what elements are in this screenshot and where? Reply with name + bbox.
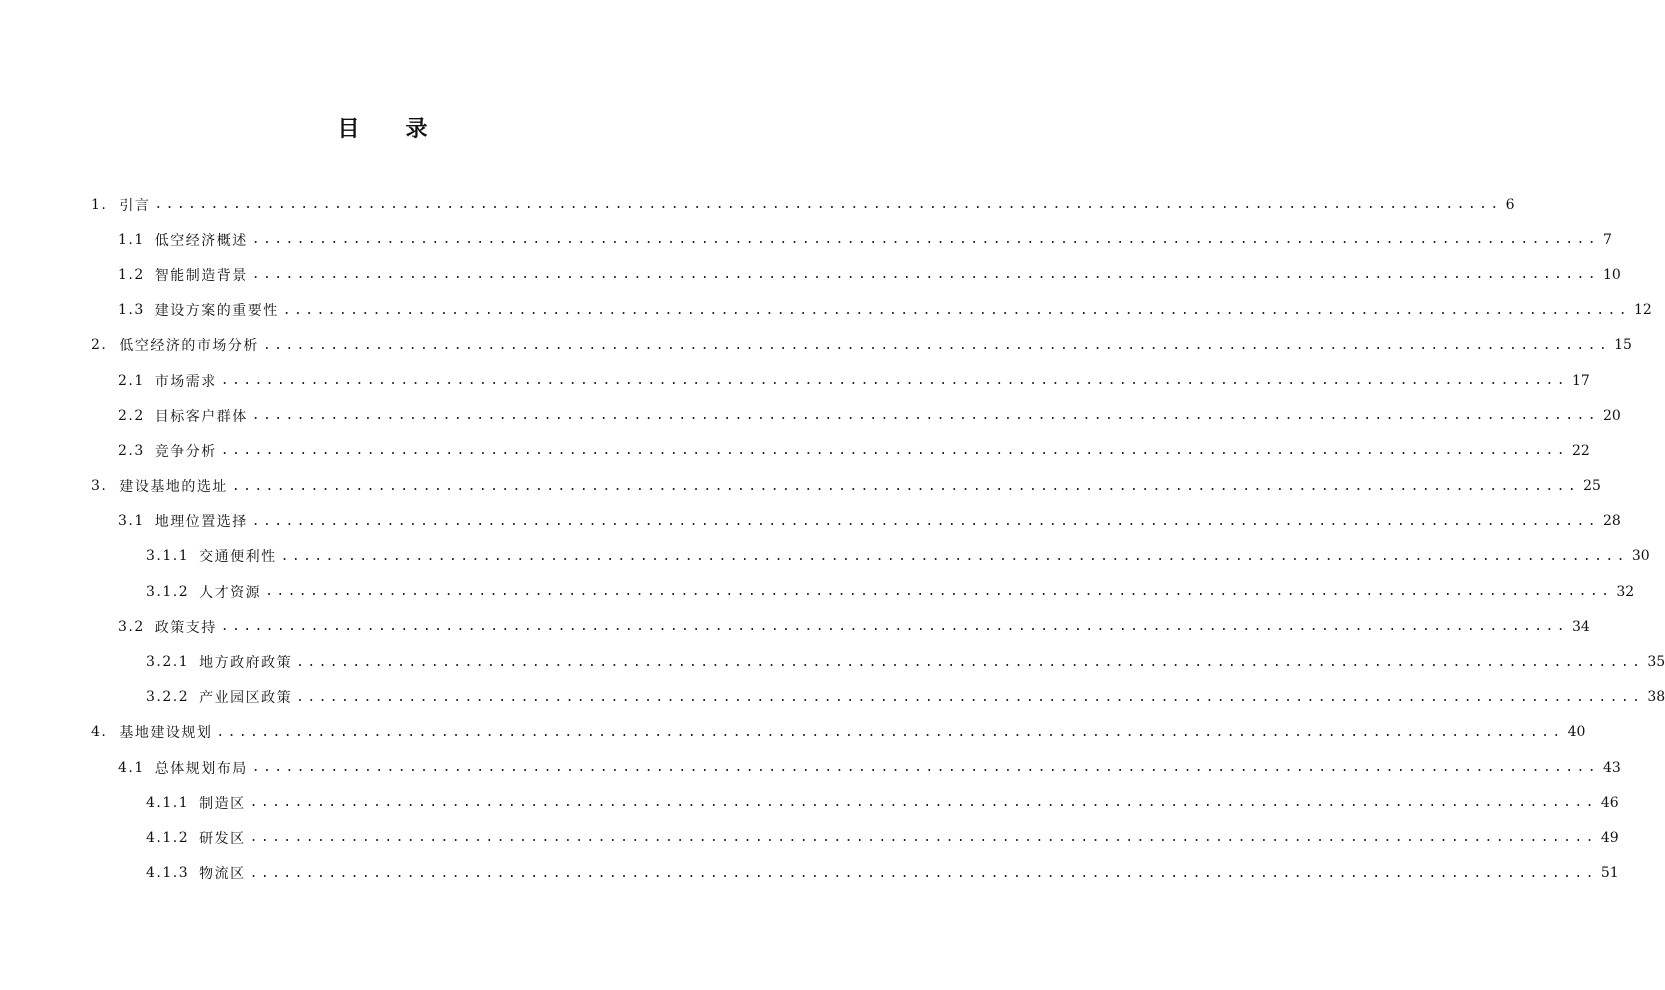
toc-entry[interactable] — [0, 750, 1621, 785]
toc-entry-number: 3.2 — [118, 618, 145, 635]
toc-leader-dots: ........................................................................................................................ — [216, 724, 1564, 740]
toc-entry-label: 地方政府政策 — [199, 655, 293, 672]
toc-entry-number: 2. — [91, 337, 108, 354]
toc-entry-page: 7 — [1602, 231, 1612, 248]
toc-entry[interactable] — [0, 187, 1515, 222]
toc-entry-label: 产业园区政策 — [199, 690, 293, 707]
toc-entry-page: 20 — [1602, 407, 1621, 424]
toc-entry-page: 35 — [1647, 654, 1665, 671]
toc-entry-label: 低空经济的市场分析 — [119, 338, 259, 355]
toc-entry-number: 4. — [91, 724, 108, 741]
toc-entry-label: 引言 — [119, 197, 151, 214]
toc-entry-number: 3.1.1 — [146, 548, 190, 565]
toc-entry-page: 15 — [1614, 337, 1632, 354]
toc-entry-number: 3.1 — [118, 513, 145, 530]
toc-entry[interactable] — [0, 574, 1635, 609]
toc-leader-dots: ........................................................................................................................ — [296, 654, 1644, 670]
toc-entry-page: 10 — [1602, 266, 1621, 283]
toc-entry[interactable] — [0, 609, 1590, 644]
toc-entry[interactable] — [0, 363, 1590, 398]
toc-entry[interactable] — [0, 715, 1586, 750]
toc-entry[interactable] — [0, 644, 1665, 679]
toc-entry-label: 建设方案的重要性 — [154, 303, 279, 320]
toc-leader-dots: ........................................................................................................................ — [154, 197, 1502, 213]
toc-entry-label: 研发区 — [199, 830, 246, 847]
toc-leader-dots: ........................................................................................................................ — [282, 302, 1630, 318]
toc-entry-page: 49 — [1600, 829, 1619, 846]
toc-leader-dots: ........................................................................................................................ — [280, 548, 1628, 564]
toc-entry-label: 建设基地的选址 — [119, 479, 228, 496]
toc-entry-number: 1.1 — [118, 231, 145, 248]
toc-leader-dots: ........................................................................................................................ — [249, 830, 1597, 846]
toc-entry-page: 25 — [1583, 478, 1601, 495]
title-char-1: 目 — [337, 117, 360, 142]
toc-leader-dots: ........................................................................................................................ — [220, 619, 1568, 635]
toc-entry[interactable] — [0, 504, 1621, 539]
toc-entry[interactable] — [0, 398, 1621, 433]
toc-entry-number: 1.2 — [118, 266, 145, 283]
toc-leader-dots: ........................................................................................................................ — [220, 443, 1568, 459]
toc-entry-label: 地理位置选择 — [154, 514, 248, 531]
toc-entry-page: 43 — [1602, 759, 1621, 776]
toc-entry-number: 3.1.2 — [146, 583, 190, 600]
toc-entry-label: 目标客户群体 — [154, 408, 248, 425]
toc-entry[interactable] — [0, 257, 1621, 292]
toc-entry-page: 34 — [1571, 618, 1590, 635]
toc-entry[interactable] — [0, 293, 1652, 328]
toc-entry-label: 基地建设规划 — [119, 725, 213, 742]
toc-entry[interactable] — [0, 469, 1601, 504]
title-char-2: 录 — [405, 117, 428, 142]
toc-entry[interactable] — [0, 856, 1619, 891]
toc-leader-dots: ........................................................................................................................ — [251, 232, 1599, 248]
toc-entry-page: 38 — [1647, 689, 1665, 706]
toc-leader-dots: ........................................................................................................................ — [220, 373, 1568, 389]
toc-entry-page: 51 — [1600, 865, 1619, 882]
toc-entry-number: 4.1.2 — [146, 829, 190, 846]
toc-entry-page: 17 — [1571, 372, 1590, 389]
toc-entry-number: 4.1.1 — [146, 794, 190, 811]
toc-entry-page: 12 — [1633, 302, 1652, 319]
toc-entry[interactable] — [0, 785, 1619, 820]
toc-entry-number: 3.2.2 — [146, 689, 190, 706]
page-title — [0, 112, 765, 143]
toc-leader-dots: ........................................................................................................................ — [231, 478, 1580, 494]
toc-entry[interactable] — [0, 433, 1590, 468]
toc-entry-page: 32 — [1616, 583, 1635, 600]
toc-entry-number: 3. — [91, 478, 108, 495]
toc-entry-label: 总体规划布局 — [154, 760, 248, 777]
toc-entry-page: 46 — [1600, 794, 1619, 811]
toc-entry[interactable] — [0, 539, 1650, 574]
toc-entry-label: 制造区 — [199, 795, 246, 812]
toc-entry-label: 物流区 — [199, 866, 246, 883]
toc-entry-page: 6 — [1505, 196, 1515, 213]
toc-entry-page: 40 — [1567, 724, 1586, 741]
toc-leader-dots: ........................................................................................................................ — [249, 865, 1597, 881]
toc-leader-dots: ........................................................................................................................ — [296, 689, 1644, 705]
toc-entry-number: 4.1.3 — [146, 865, 190, 882]
toc-entry-page: 22 — [1571, 442, 1590, 459]
toc-entry-number: 2.1 — [118, 372, 145, 389]
toc-entry-label: 交通便利性 — [199, 549, 277, 566]
toc-entry-page: 30 — [1631, 548, 1650, 565]
toc-entry-number: 1. — [91, 196, 108, 213]
toc-entry[interactable] — [0, 328, 1632, 363]
toc-entry-label: 低空经济概述 — [154, 232, 248, 249]
toc-entry-label: 智能制造背景 — [154, 267, 248, 284]
toc-leader-dots: ........................................................................................................................ — [251, 408, 1599, 424]
toc-entry[interactable] — [0, 222, 1612, 257]
toc-leader-dots: ........................................................................................................................ — [262, 337, 1611, 353]
toc-entry[interactable] — [0, 680, 1665, 715]
toc-entry-number: 1.3 — [118, 302, 145, 319]
toc-leader-dots: ........................................................................................................................ — [249, 795, 1597, 811]
toc-entry-number: 3.2.1 — [146, 654, 190, 671]
toc-entry[interactable] — [0, 820, 1619, 855]
toc-entry-number: 4.1 — [118, 759, 145, 776]
toc-entry-label: 竞争分析 — [154, 443, 217, 460]
toc-entry-number: 2.2 — [118, 407, 145, 424]
toc-leader-dots: ........................................................................................................................ — [265, 584, 1613, 600]
toc-entry-label: 政策支持 — [154, 619, 217, 636]
toc-entry-label: 人才资源 — [199, 584, 262, 601]
toc-leader-dots: ........................................................................................................................ — [251, 760, 1599, 776]
toc-list — [0, 187, 1665, 891]
toc-entry-page: 28 — [1602, 513, 1621, 530]
toc-leader-dots: ........................................................................................................................ — [251, 513, 1599, 529]
toc-entry-number: 2.3 — [118, 442, 145, 459]
toc-entry-label: 市场需求 — [154, 373, 217, 390]
toc-leader-dots: ........................................................................................................................ — [251, 267, 1599, 283]
